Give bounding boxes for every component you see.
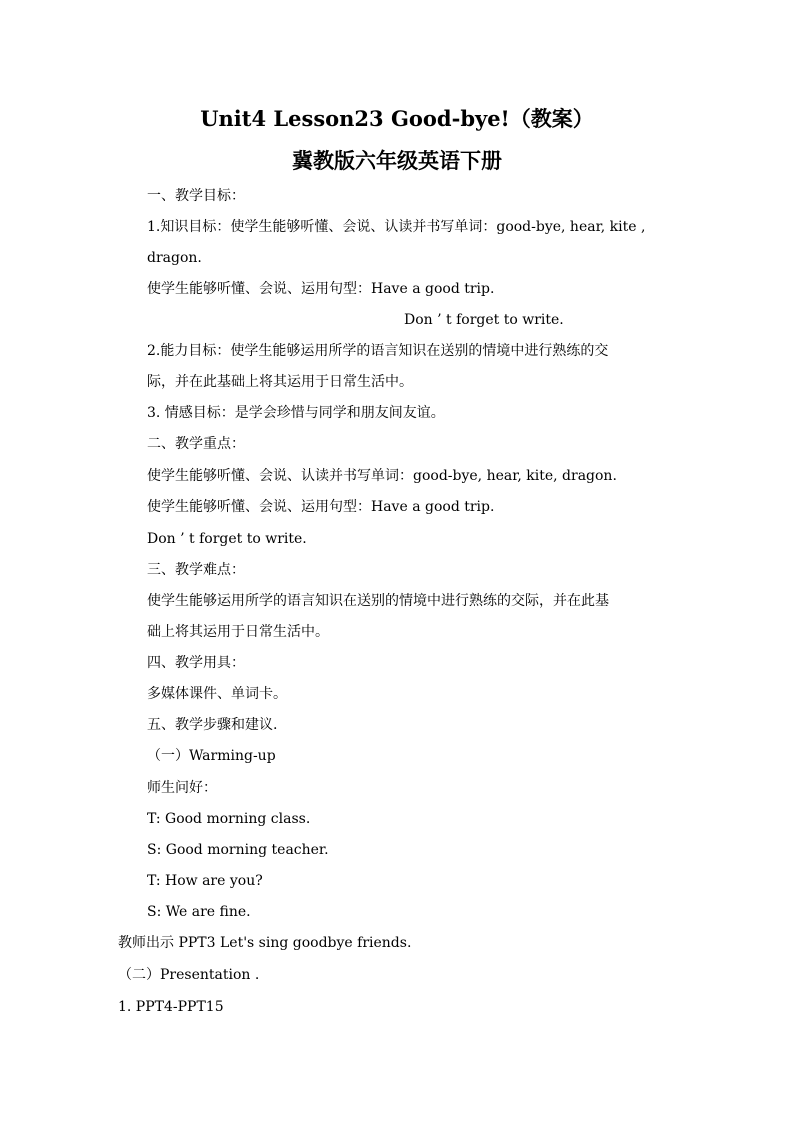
ability-objective: 2.能力目标：使学生能够运用所学的语言知识在送别的情境中进行熟练的交 [147,343,609,359]
key-point-words: 使学生能够听懂、会说、认读并书写单词：good-bye, hear, kite, dragon. [147,468,617,484]
materials-text: 多媒体课件、单词卡。 [147,686,287,702]
greeting-heading: 师生问好： [147,780,217,796]
section-heading-steps: 五、教学步骤和建议. [147,717,278,733]
dialogue-line: S: Good morning teacher. [147,842,329,858]
sentence-pattern-line-2: Don ’ t forget to write. [404,312,564,328]
dialogue-line: S: We are fine. [147,904,251,920]
dialogue-line: T: How are you? [147,873,263,889]
section-heading-difficulties: 三、教学难点： [147,562,245,578]
ability-objective-cont: 际，并在此基础上将其运用于日常生活中。 [147,374,413,390]
section-heading-key-points: 二、教学重点： [147,436,245,452]
key-point-pattern: 使学生能够听懂、会说、运用句型：Have a good trip. [147,499,495,515]
teacher-ppt-line: 教师出示 PPT3 Let's sing goodbye friends. [118,935,412,951]
emotion-objective: 3. 情感目标：是学会珍惜与同学和朋友间友谊。 [147,405,445,421]
step-presentation: （二）Presentation . [118,967,260,983]
document-subtitle: 冀教版六年级英语下册 [292,148,502,173]
difficulty-text: 使学生能够运用所学的语言知识在送别的情境中进行熟练的交际，并在此基 [147,593,609,609]
difficulty-text-cont: 础上将其运用于日常生活中。 [147,624,329,640]
knowledge-objective-cont: dragon. [147,250,202,266]
dialogue-line: T: Good morning class. [147,811,311,827]
knowledge-objective: 1.知识目标：使学生能够听懂、会说、认读并书写单词：good-bye, hear, kite , [147,219,646,235]
key-point-pattern-2: Don ’ t forget to write. [147,531,307,547]
section-heading-materials: 四、教学用具： [147,655,245,671]
ppt-range-line: 1. PPT4-PPT15 [118,999,224,1015]
section-heading-objectives: 一、教学目标： [147,188,245,204]
sentence-pattern-line: 使学生能够听懂、会说、运用句型：Have a good trip. [147,281,495,297]
document-title: Unit4 Lesson23 Good-bye!（教案） [200,106,594,131]
step-warming-up: （一）Warming-up [147,748,276,764]
